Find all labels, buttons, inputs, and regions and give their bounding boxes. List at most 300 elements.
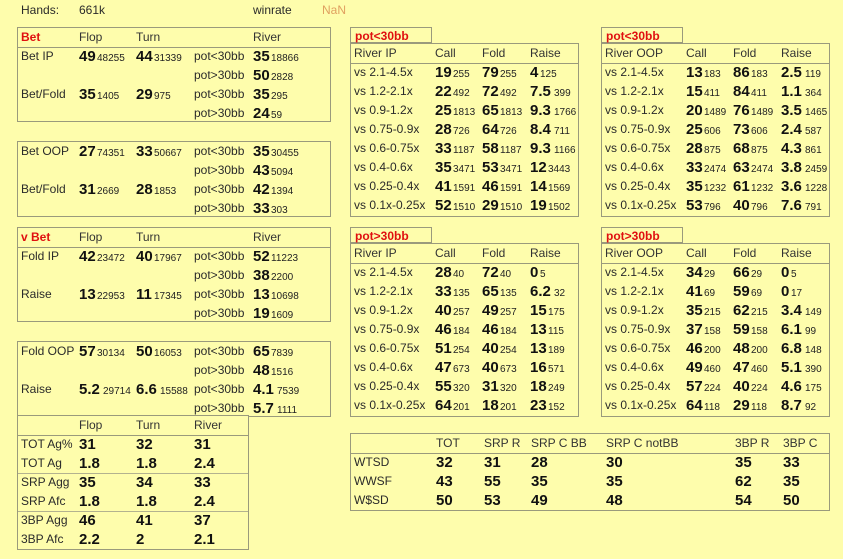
agg-turn: 1.8 [136, 455, 157, 472]
fold-sample: 796 [751, 202, 768, 213]
river-value: 4.1 [253, 381, 274, 398]
raise-sample: 571 [548, 364, 565, 375]
call-value: 15 [686, 83, 703, 100]
raise-value: 6.1 [781, 321, 802, 338]
turn-sample: 16053 [154, 348, 182, 359]
pot-size-label: pot<30bb [194, 382, 245, 396]
col-call: Call [435, 46, 456, 60]
pot-tab[interactable]: pot<30bb [601, 27, 683, 43]
size-label: vs 0.1x-0.25x [605, 398, 677, 412]
showdown-value: 31 [484, 454, 501, 471]
fold-sample: 673 [500, 364, 517, 375]
call-value: 35 [686, 178, 703, 195]
call-value: 57 [686, 378, 703, 395]
size-label: vs 0.25-0.4x [605, 179, 671, 193]
aggression-panel [17, 415, 249, 550]
size-label: vs 1.2-2.1x [354, 84, 413, 98]
showdown-row [351, 453, 829, 472]
raise-sample: 189 [548, 345, 565, 356]
river-row [351, 196, 578, 215]
stat-row [18, 285, 330, 304]
fold-value: 65 [482, 283, 499, 300]
hands-value: 661k [79, 3, 106, 17]
river-row [351, 263, 578, 282]
raise-sample: 175 [548, 307, 565, 318]
call-value: 20 [686, 102, 703, 119]
stat-row [18, 199, 330, 218]
size-label: vs 0.6-0.75x [354, 341, 420, 355]
river-sample: 2828 [271, 72, 294, 83]
fold-sample: 254 [500, 345, 517, 356]
agg-river: 2.1 [194, 531, 215, 548]
col-fold: Fold [733, 246, 757, 260]
call-value: 49 [686, 359, 703, 376]
showdown-value: 48 [606, 492, 623, 509]
showdown-value: 35 [783, 473, 800, 490]
call-value: 33 [435, 283, 452, 300]
showdown-value: 50 [436, 492, 453, 509]
agg-row [18, 511, 248, 530]
turn-value: 40 [136, 248, 153, 265]
fold-sample: 158 [751, 326, 768, 337]
col-fold: Fold [482, 246, 506, 260]
fold-sample: 183 [751, 69, 768, 80]
river-row [351, 101, 578, 120]
agg-label: TOT Ag% [21, 437, 73, 451]
river-sample: 1111 [277, 405, 298, 416]
raise-value: 16 [530, 359, 547, 376]
call-sample: 2474 [704, 164, 727, 175]
agg-river: 33 [194, 474, 211, 491]
pot-tab[interactable]: pot>30bb [350, 227, 432, 243]
fold-value: 63 [733, 159, 750, 176]
showdown-row [351, 491, 829, 510]
river-sample: 1609 [271, 310, 294, 321]
call-sample: 460 [704, 364, 721, 375]
vbet-oop-panel [17, 341, 331, 417]
river-row [351, 320, 578, 339]
raise-value: 3.8 [781, 159, 802, 176]
col-turn: Turn [136, 30, 161, 44]
raise-value: 23 [530, 397, 547, 414]
fold-value: 72 [482, 264, 499, 281]
pot-size-label: pot>30bb [194, 306, 245, 320]
call-sample: 257 [453, 307, 470, 318]
raise-sample: 1465 [805, 107, 828, 118]
agg-row [18, 530, 248, 549]
raise-value: 18 [530, 378, 547, 395]
pot-size-label: pot>30bb [194, 401, 245, 415]
showdown-col: SRP R [484, 436, 521, 450]
river-value: 48 [253, 362, 270, 379]
raise-sample: 861 [805, 145, 822, 156]
river-table-header [602, 44, 829, 64]
vbet-col-river: River [253, 230, 282, 244]
raise-sample: 1228 [805, 183, 828, 194]
fold-sample: 257 [500, 307, 517, 318]
river-value: 50 [253, 67, 270, 84]
size-label: vs 2.1-4.5x [605, 65, 664, 79]
size-label: vs 2.1-4.5x [354, 265, 413, 279]
showdown-panel [350, 433, 830, 511]
agg-turn: 32 [136, 436, 153, 453]
flop-sample: 23472 [97, 253, 125, 264]
river-value: 24 [253, 105, 270, 122]
pot-size-label: pot>30bb [194, 68, 245, 82]
agg-flop: 31 [79, 436, 96, 453]
raise-value: 6.8 [781, 340, 802, 357]
pot-size-label: pot<30bb [194, 144, 245, 158]
raise-value: 7.6 [781, 197, 802, 214]
agg-row [18, 435, 248, 454]
agg-row [18, 492, 248, 512]
river-value: 65 [253, 343, 270, 360]
river-sample: 7839 [271, 348, 294, 359]
col-call: Call [686, 46, 707, 60]
col-raise: Raise [530, 246, 561, 260]
fold-value: 58 [482, 140, 499, 157]
raise-value: 6.2 [530, 283, 551, 300]
turn-sample: 17345 [154, 291, 182, 302]
fold-value: 66 [733, 264, 750, 281]
river-sample: 295 [271, 91, 288, 102]
river-row [602, 339, 829, 358]
river-row [351, 82, 578, 101]
river-sample: 1516 [271, 367, 294, 378]
row-label: Bet/Fold [21, 87, 66, 101]
flop-sample: 29714 [103, 386, 131, 397]
call-sample: 411 [704, 88, 720, 99]
raise-sample: 791 [805, 202, 822, 213]
vbet-title: v Bet [21, 230, 51, 244]
fold-value: 40 [733, 197, 750, 214]
fold-sample: 492 [500, 88, 517, 99]
raise-value: 0 [781, 283, 790, 300]
raise-value: 8.7 [781, 397, 802, 414]
river-row [602, 282, 829, 301]
showdown-value: 33 [783, 454, 800, 471]
raise-value: 7.5 [530, 83, 551, 100]
call-value: 55 [435, 378, 452, 395]
winrate-value: NaN [322, 3, 347, 17]
agg-flop: 1.8 [79, 493, 100, 510]
call-sample: 200 [704, 345, 721, 356]
flop-sample: 1405 [97, 91, 120, 102]
fold-value: 61 [733, 178, 750, 195]
flop-sample: 30134 [97, 348, 125, 359]
fold-value: 68 [733, 140, 750, 157]
call-sample: 158 [704, 326, 721, 337]
stat-row [18, 142, 330, 161]
river-sample: 59 [271, 110, 283, 121]
raise-value: 3.4 [781, 302, 802, 319]
raise-value: 5.1 [781, 359, 802, 376]
fold-value: 31 [482, 378, 499, 395]
raise-sample: 1569 [548, 183, 571, 194]
turn-value: 28 [136, 181, 153, 198]
call-value: 41 [686, 283, 703, 300]
call-sample: 69 [704, 288, 716, 299]
raise-value: 4.6 [781, 378, 802, 395]
fold-sample: 201 [500, 402, 517, 413]
raise-value: 13 [530, 321, 547, 338]
showdown-value: 50 [783, 492, 800, 509]
agg-col-river: River [194, 418, 223, 432]
call-value: 35 [686, 302, 703, 319]
fold-value: 46 [482, 178, 499, 195]
fold-value: 46 [482, 321, 499, 338]
call-sample: 606 [704, 126, 721, 137]
call-sample: 118 [704, 402, 720, 413]
row-label: Bet OOP [21, 144, 70, 158]
showdown-value: 43 [436, 473, 453, 490]
pos-label: River OOP [605, 246, 664, 260]
pot-size-label: pot<30bb [194, 49, 245, 63]
turn-sample: 975 [154, 91, 171, 102]
turn-sample: 31339 [154, 53, 182, 64]
call-sample: 201 [453, 402, 470, 413]
river-row [602, 320, 829, 339]
row-label: Bet IP [21, 49, 54, 63]
showdown-value: 32 [436, 454, 453, 471]
flop-value: 13 [79, 286, 96, 303]
call-sample: 492 [453, 88, 470, 99]
river-row [351, 396, 578, 415]
raise-value: 12 [530, 159, 547, 176]
fold-sample: 411 [751, 88, 767, 99]
agg-row [18, 454, 248, 474]
river-row [602, 263, 829, 282]
river-row [602, 158, 829, 177]
showdown-value: 28 [531, 454, 548, 471]
call-value: 22 [435, 83, 452, 100]
flop-sample: 74351 [97, 148, 125, 159]
river-row [602, 63, 829, 82]
fold-sample: 40 [500, 269, 512, 280]
row-label: Bet/Fold [21, 182, 66, 196]
agg-col-flop: Flop [79, 418, 103, 432]
stat-row [18, 247, 330, 266]
raise-sample: 711 [554, 126, 570, 137]
raise-value: 2.5 [781, 64, 802, 81]
fold-sample: 726 [500, 126, 517, 137]
row-label: Raise [21, 287, 52, 301]
fold-sample: 1591 [500, 183, 523, 194]
river-row [602, 301, 829, 320]
raise-sample: 3443 [548, 164, 571, 175]
raise-sample: 1502 [548, 202, 571, 213]
pot-size-label: pot<30bb [194, 249, 245, 263]
call-sample: 726 [453, 126, 470, 137]
vbet-col-turn: Turn [136, 230, 161, 244]
raise-value: 14 [530, 178, 547, 195]
col-raise: Raise [781, 246, 812, 260]
raise-value: 19 [530, 197, 547, 214]
river-sample: 1394 [271, 186, 294, 197]
call-sample: 184 [453, 326, 470, 337]
call-sample: 796 [704, 202, 721, 213]
river-value: 38 [253, 267, 270, 284]
col-raise: Raise [530, 46, 561, 60]
raise-sample: 115 [548, 326, 564, 337]
fold-sample: 215 [751, 307, 768, 318]
turn-value: 50 [136, 343, 153, 360]
call-value: 25 [435, 102, 452, 119]
call-sample: 1591 [453, 183, 476, 194]
raise-sample: 32 [554, 288, 566, 299]
fold-value: 49 [482, 302, 499, 319]
fold-sample: 606 [751, 126, 768, 137]
pos-label: River IP [354, 246, 397, 260]
showdown-value: 35 [606, 473, 623, 490]
flop-sample: 48255 [97, 53, 125, 64]
fold-value: 62 [733, 302, 750, 319]
raise-sample: 364 [805, 88, 822, 99]
fold-value: 86 [733, 64, 750, 81]
river-row [351, 377, 578, 396]
col-river: River [253, 30, 282, 44]
size-label: vs 0.9-1.2x [354, 303, 413, 317]
size-label: vs 0.9-1.2x [605, 303, 664, 317]
size-label: vs 0.4-0.6x [605, 160, 664, 174]
river-row [602, 396, 829, 415]
call-value: 13 [686, 64, 703, 81]
showdown-col: TOT [436, 436, 460, 450]
size-label: vs 0.75-0.9x [605, 322, 671, 336]
size-label: vs 1.2-2.1x [354, 284, 413, 298]
raise-sample: 125 [540, 69, 557, 80]
river-row [602, 101, 829, 120]
fold-value: 29 [482, 197, 499, 214]
flop-value: 27 [79, 143, 96, 160]
flop-sample: 2669 [97, 186, 120, 197]
flop-value: 35 [79, 86, 96, 103]
call-value: 41 [435, 178, 452, 195]
fold-sample: 200 [751, 345, 768, 356]
river-row [602, 358, 829, 377]
bet-title: Bet [21, 30, 41, 44]
fold-sample: 224 [751, 383, 768, 394]
call-value: 64 [435, 397, 452, 414]
call-sample: 215 [704, 307, 721, 318]
pot-size-label: pot<30bb [194, 87, 245, 101]
call-value: 46 [686, 340, 703, 357]
call-sample: 3471 [453, 164, 476, 175]
raise-sample: 17 [791, 288, 803, 299]
call-sample: 875 [704, 145, 721, 156]
river-row [602, 82, 829, 101]
raise-value: 0 [530, 264, 539, 281]
showdown-header [351, 434, 829, 454]
fold-value: 29 [733, 397, 750, 414]
river-sample: 11223 [271, 253, 299, 264]
raise-sample: 99 [805, 326, 817, 337]
river-row [351, 301, 578, 320]
fold-value: 59 [733, 283, 750, 300]
agg-turn: 41 [136, 512, 153, 529]
fold-value: 40 [482, 340, 499, 357]
pot-size-label: pot>30bb [194, 201, 245, 215]
showdown-value: 55 [484, 473, 501, 490]
raise-sample: 5 [540, 269, 546, 280]
col-flop: Flop [79, 30, 103, 44]
river-sample: 303 [271, 205, 288, 216]
call-sample: 40 [453, 269, 465, 280]
call-sample: 29 [704, 269, 716, 280]
agg-col-turn: Turn [136, 418, 161, 432]
raise-value: 4.3 [781, 140, 802, 157]
pot-tab[interactable]: pot<30bb [350, 27, 432, 43]
fold-sample: 69 [751, 288, 763, 299]
raise-sample: 249 [548, 383, 565, 394]
agg-river: 2.4 [194, 455, 215, 472]
call-value: 64 [686, 397, 703, 414]
size-label: vs 0.1x-0.25x [605, 198, 677, 212]
call-sample: 673 [453, 364, 470, 375]
call-sample: 254 [453, 345, 470, 356]
showdown-value: 35 [531, 473, 548, 490]
pot-tab[interactable]: pot>30bb [601, 227, 683, 243]
fold-value: 53 [482, 159, 499, 176]
fold-sample: 135 [500, 288, 517, 299]
pot-size-label: pot>30bb [194, 363, 245, 377]
river-row [351, 139, 578, 158]
river-row [351, 339, 578, 358]
size-label: vs 0.75-0.9x [605, 122, 671, 136]
raise-sample: 587 [805, 126, 822, 137]
river-table [601, 243, 830, 417]
agg-flop: 35 [79, 474, 96, 491]
pot-size-label: pot>30bb [194, 268, 245, 282]
river-row [351, 120, 578, 139]
raise-value: 9.3 [530, 140, 551, 157]
agg-flop: 46 [79, 512, 96, 529]
showdown-col: 3BP C [783, 436, 818, 450]
size-label: vs 0.25-0.4x [605, 379, 671, 393]
vbet-col-flop: Flop [79, 230, 103, 244]
call-value: 19 [435, 64, 452, 81]
showdown-col: 3BP R [735, 436, 770, 450]
raise-value: 3.6 [781, 178, 802, 195]
fold-value: 40 [733, 378, 750, 395]
fold-value: 47 [733, 359, 750, 376]
call-value: 40 [435, 302, 452, 319]
river-row [351, 358, 578, 377]
raise-sample: 175 [805, 383, 822, 394]
call-value: 28 [435, 121, 452, 138]
pot-size-label: pot<30bb [194, 182, 245, 196]
river-value: 52 [253, 248, 270, 265]
river-table [601, 43, 830, 217]
turn-sample: 17967 [154, 253, 182, 264]
stat-row [18, 342, 330, 361]
pot-size-label: pot>30bb [194, 163, 245, 177]
stat-row [18, 304, 330, 323]
call-value: 28 [435, 264, 452, 281]
fold-value: 79 [482, 64, 499, 81]
raise-sample: 5 [791, 269, 797, 280]
agg-river: 2.4 [194, 493, 215, 510]
size-label: vs 0.75-0.9x [354, 122, 420, 136]
raise-sample: 149 [805, 307, 822, 318]
agg-label: 3BP Agg [21, 513, 68, 527]
bet-ip-panel [17, 27, 331, 122]
call-sample: 1813 [453, 107, 476, 118]
size-label: vs 0.9-1.2x [605, 103, 664, 117]
river-value: 19 [253, 305, 270, 322]
raise-sample: 119 [805, 69, 821, 80]
call-value: 53 [686, 197, 703, 214]
